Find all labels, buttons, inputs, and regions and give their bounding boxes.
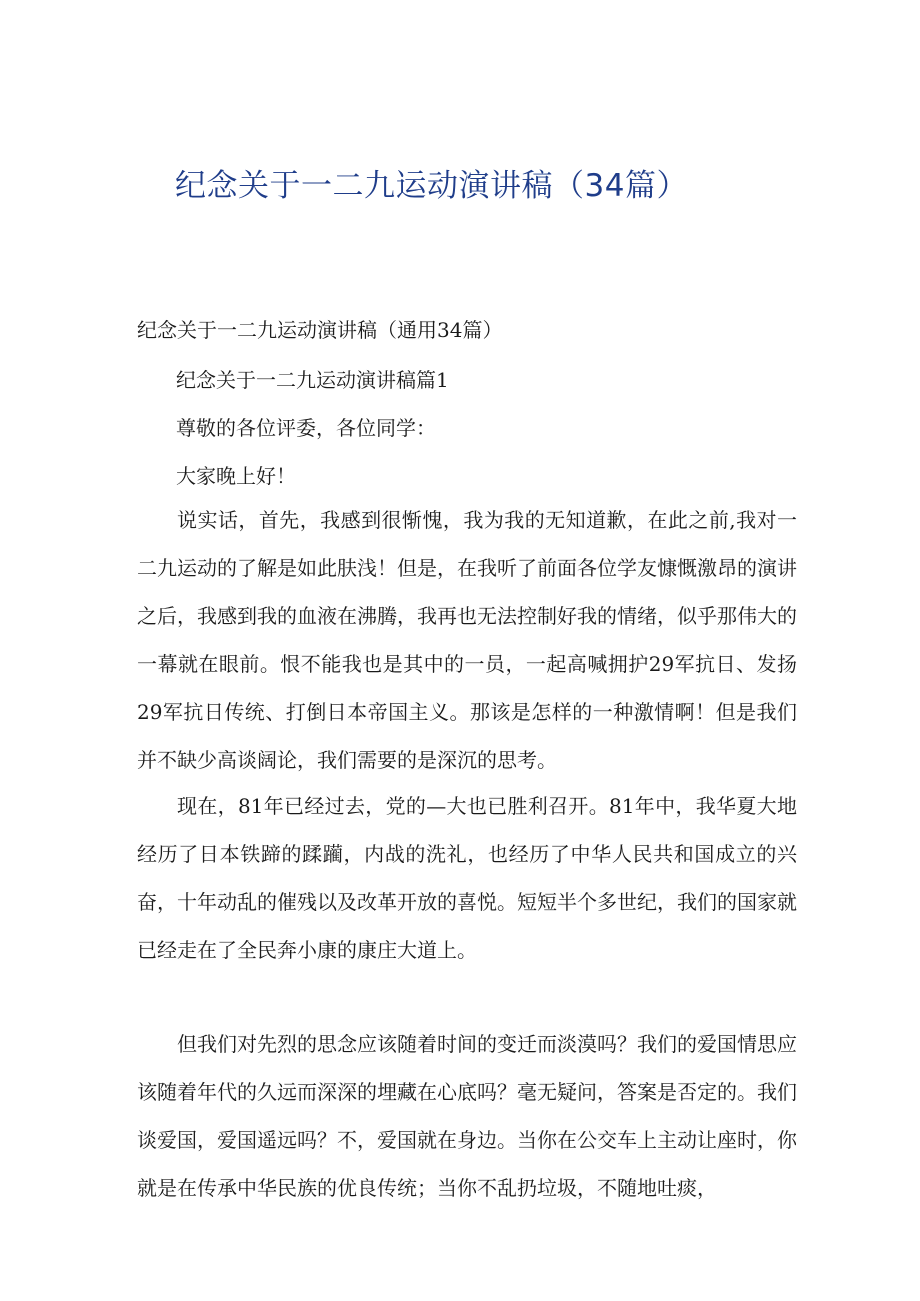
body-paragraph: 说实话，首先，我感到很惭愧，我为我的无知道歉，在此之前,我对一二九运动的了解是如此肤浅！但是，在我听了前面各位学友慷慨激昂的演讲之后，我感到我的血液在沸腾，我再也无法控制好我的情绪，似乎那伟大的一幕就在眼前。恨不能我也是其中的一员，一起高喊拥护29军抗日、发扬29军抗日传统、打倒日本帝国主义。那该是怎样的一种激情啊！但是我们并不缺少高谈阔论，我们需要的是深沉的思考。: [137, 508, 797, 772]
salutation-line: 尊敬的各位评委，各位同学：: [176, 416, 436, 440]
article-heading: 纪念关于一二九运动演讲稿篇1: [176, 368, 449, 392]
body-paragraph: 现在，81年已经过去，党的—大也已胜利召开。81年中，我华夏大地经历了日本铁蹄的蹂躏，内战的洗礼，也经历了中华人民共和国成立的兴奋，十年动乱的催残以及改革开放的喜悦。短短半个多世纪，我们的国家就已经走在了全民奔小康的康庄大道上。: [137, 794, 797, 962]
body-paragraph: 但我们对先烈的思念应该随着时间的变迁而淡漠吗？我们的爱国情思应该随着年代的久远而深深的埋藏在心底吗？毫无疑问，答案是否定的。我们谈爱国，爱国遥远吗？不，爱国就在身边。当你在公交车上主动让座时，你就是在传承中华民族的优良传统；当你不乱扔垃圾，不随地吐痰，: [137, 1032, 797, 1200]
greeting-line: 大家晚上好！: [176, 464, 296, 488]
document-title: 纪念关于一二九运动演讲稿（34篇）: [175, 168, 688, 204]
document-subtitle: 纪念关于一二九运动演讲稿（通用34篇）: [137, 318, 503, 342]
